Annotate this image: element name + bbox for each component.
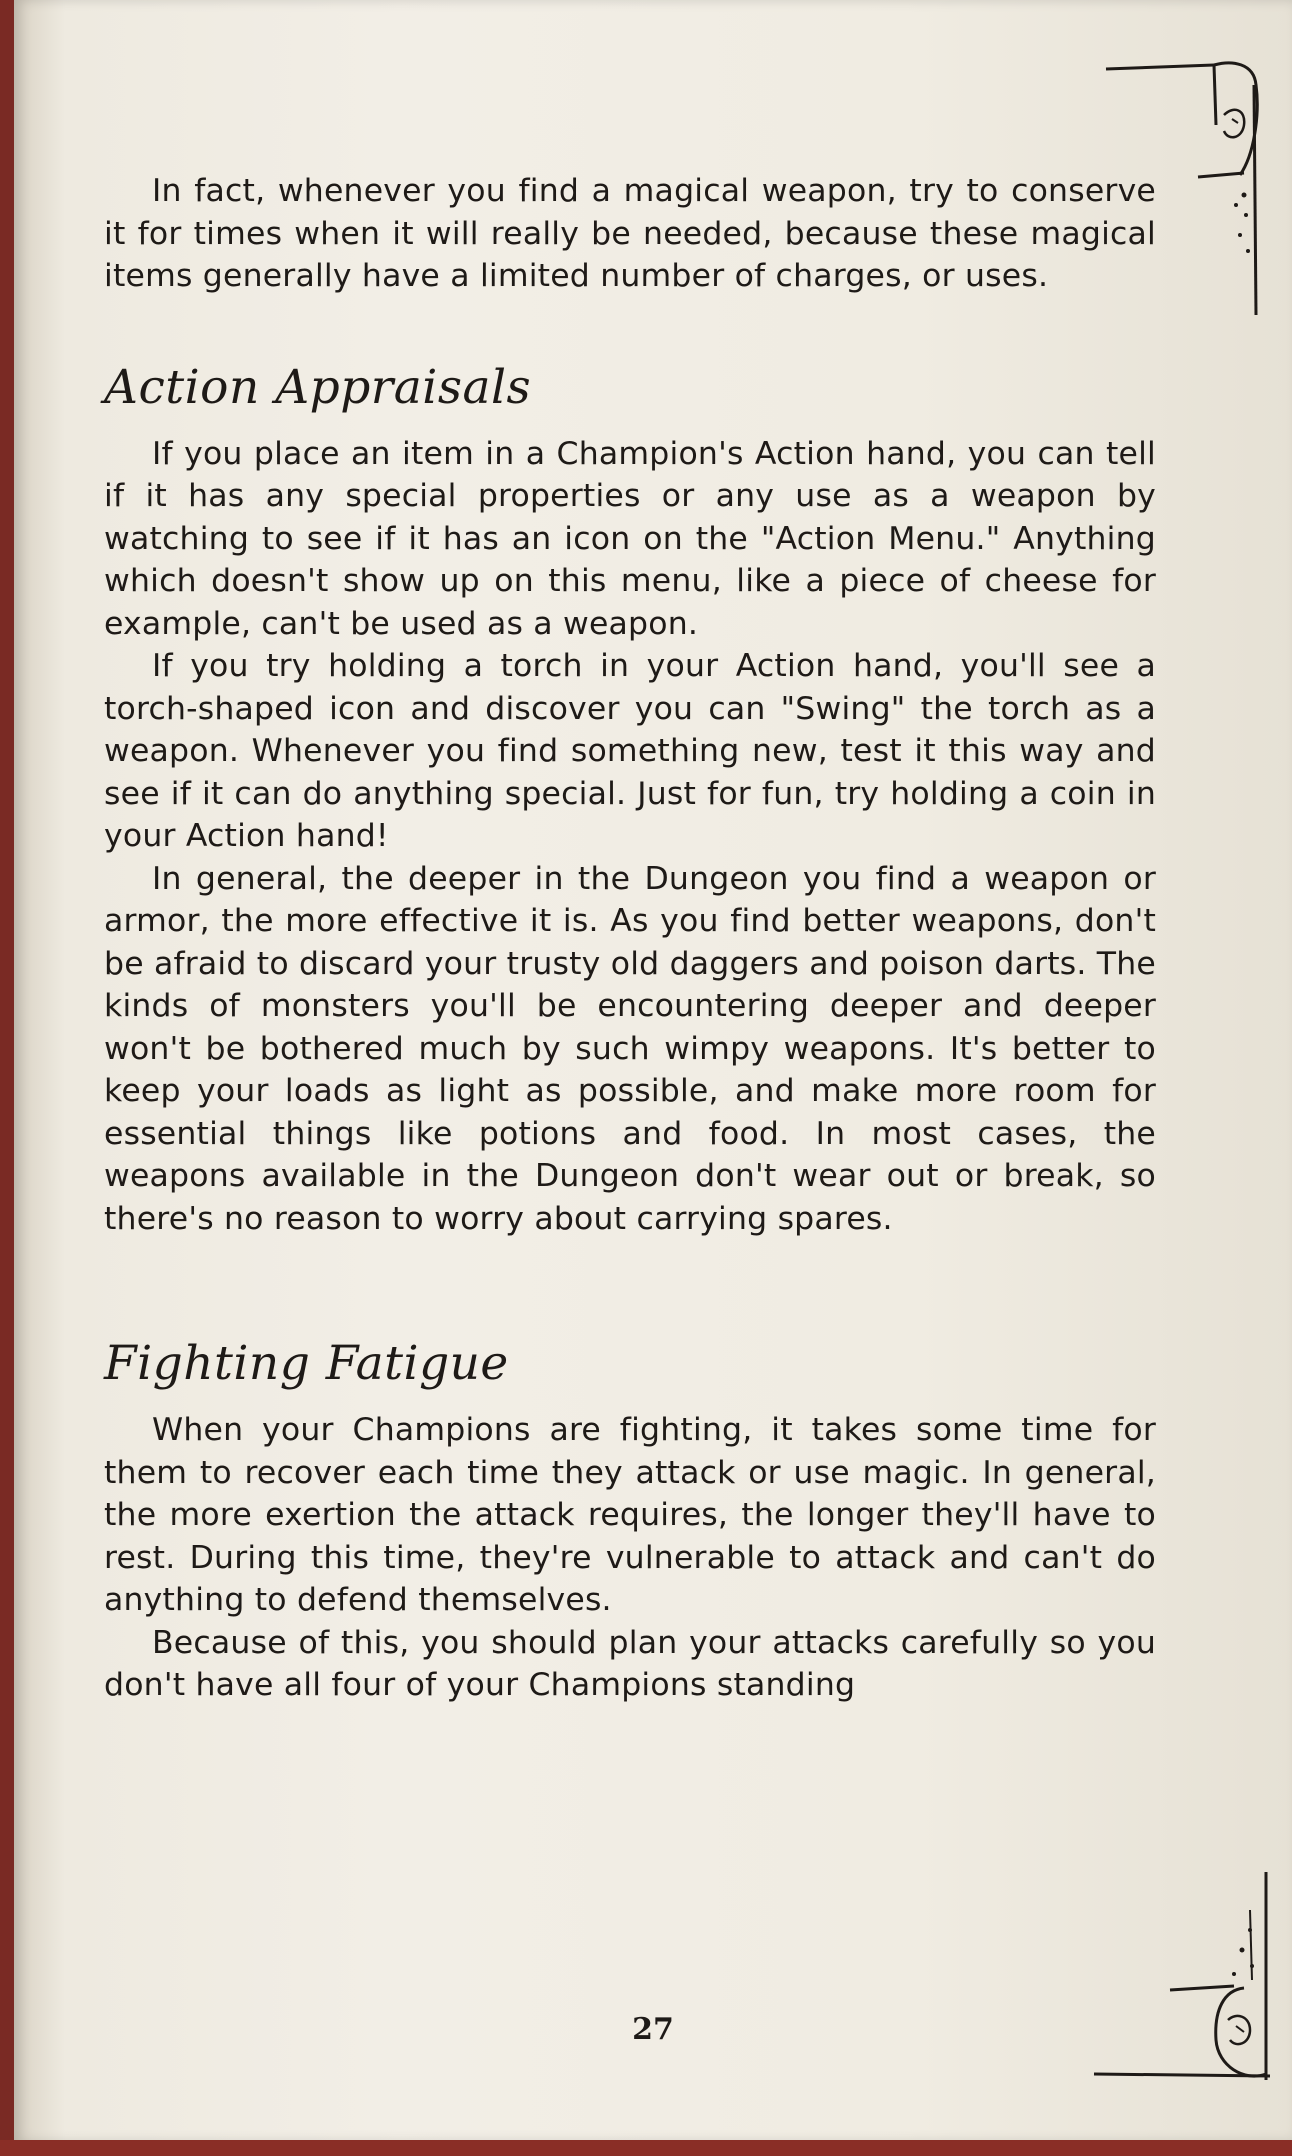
section-paragraph: If you try holding a torch in your Action hand, you'll see a torch-shaped icon and discover you can "Swing" the torch as a weapon. Whenever you find something new, test it this way and see if it can do anything special. Just for fun, try holding a coin in your Action hand! [104, 648, 1156, 854]
page-content [104, 170, 1156, 1707]
corner-ornament-bottom-icon [1074, 1870, 1274, 2100]
page-number: 27 [632, 2012, 674, 2047]
section-heading-action-appraisals: Action Appraisals [104, 359, 532, 415]
section-paragraph: In general, the deeper in the Dungeon you find a weapon or armor, the more effective it is. As you find better weapons, don't be afraid to discard your trusty old daggers and poison darts. The kinds of monsters you'll be encountering deeper and deeper won't be bothered much by such wimpy weapons. It's better to keep your loads as light as possible, and make more room for essential things like potions and food. In most cases, the weapons available in the Dungeon don't wear out or break, so there's no reason to worry about carrying spares. [104, 860, 1156, 1237]
book-cover-edge [0, 2140, 1292, 2156]
book-page [14, 0, 1292, 2142]
section-paragraph: When your Champions are fighting, it takes some time for them to recover each time they attack or use magic. In general, the more exertion the attack requires, the longer they'll have to rest. During this time, they're vulnerable to attack and can't do anything to defend themselves. [104, 1412, 1156, 1618]
section-heading-fighting-fatigue: Fighting Fatigue [104, 1336, 509, 1391]
intro-paragraph: In fact, whenever you find a magical weapon, try to conserve it for times when it will really be needed, because these magical items generally have a limited number of charges, or uses. [104, 173, 1156, 294]
section-paragraph: Because of this, you should plan your attacks carefully so you don't have all four of your Champions standing [104, 1624, 1156, 1703]
section-paragraph: If you place an item in a Champion's Action hand, you can tell if it has any special properties or any use as a weapon by watching to see if it has an icon on the "Action Menu." Anything which doesn't show up on this menu, like a piece of cheese for example, can't be used as a weapon. [104, 435, 1156, 642]
